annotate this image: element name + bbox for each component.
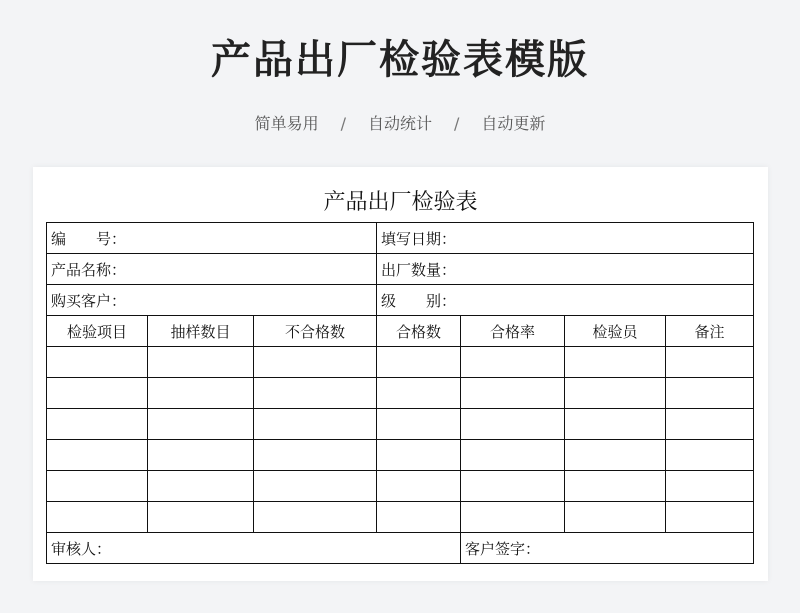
serial-no-field[interactable]: 编 号：	[47, 223, 377, 254]
table-cell[interactable]	[254, 378, 377, 409]
table-row	[47, 409, 754, 440]
page-title: 产品出厂检验表模版	[211, 37, 589, 83]
table-cell[interactable]	[666, 409, 754, 440]
tag-auto-stats: 自动统计	[367, 114, 432, 133]
table-row	[47, 471, 754, 502]
customer-signature-field[interactable]: 客户签字：	[461, 533, 754, 564]
table-cell[interactable]	[666, 440, 754, 471]
col-header: 不合格数	[254, 316, 377, 347]
info-row	[47, 223, 754, 254]
table-cell[interactable]	[461, 378, 565, 409]
tag-auto-update: 自动更新	[481, 114, 546, 133]
col-header: 检验员	[565, 316, 666, 347]
table-cell[interactable]	[461, 347, 565, 378]
table-cell[interactable]	[666, 502, 754, 533]
table-cell[interactable]	[148, 347, 254, 378]
table-cell[interactable]	[377, 347, 461, 378]
tag-separator: /	[340, 114, 346, 133]
col-header: 抽样数目	[148, 316, 254, 347]
table-cell[interactable]	[565, 378, 666, 409]
table-cell[interactable]	[565, 440, 666, 471]
table-cell[interactable]	[666, 471, 754, 502]
col-header: 检验项目	[47, 316, 148, 347]
table-row	[47, 378, 754, 409]
table-cell[interactable]	[377, 440, 461, 471]
table-row	[47, 440, 754, 471]
table-row	[47, 347, 754, 378]
table-cell[interactable]	[47, 409, 148, 440]
table-cell[interactable]	[47, 440, 148, 471]
tag-separator: /	[454, 114, 460, 133]
table-cell[interactable]	[47, 502, 148, 533]
table-cell[interactable]	[254, 409, 377, 440]
table-cell[interactable]	[254, 347, 377, 378]
table-cell[interactable]	[666, 378, 754, 409]
table-cell[interactable]	[47, 471, 148, 502]
form-title: 产品出厂检验表	[323, 190, 478, 215]
table-cell[interactable]	[148, 378, 254, 409]
reviewer-field[interactable]: 审核人：	[47, 533, 461, 564]
col-header: 合格数	[377, 316, 461, 347]
table-cell[interactable]	[148, 502, 254, 533]
customer-field[interactable]: 购买客户：	[47, 285, 377, 316]
table-cell[interactable]	[148, 440, 254, 471]
info-row	[47, 285, 754, 316]
table-cell[interactable]	[148, 409, 254, 440]
table-cell[interactable]	[565, 409, 666, 440]
table-cell[interactable]	[565, 502, 666, 533]
fill-date-field[interactable]: 填写日期：	[377, 223, 754, 254]
form-sheet	[33, 167, 768, 581]
table-row	[47, 502, 754, 533]
table-cell[interactable]	[47, 347, 148, 378]
table-cell[interactable]	[565, 471, 666, 502]
tagline	[0, 112, 800, 136]
table-cell[interactable]	[254, 502, 377, 533]
info-row	[47, 254, 754, 285]
table-cell[interactable]	[565, 347, 666, 378]
tag-easy: 简单易用	[254, 114, 319, 133]
table-cell[interactable]	[148, 471, 254, 502]
table-cell[interactable]	[461, 409, 565, 440]
table-cell[interactable]	[461, 502, 565, 533]
table-cell[interactable]	[254, 471, 377, 502]
table-cell[interactable]	[377, 502, 461, 533]
table-cell[interactable]	[666, 347, 754, 378]
table-cell[interactable]	[461, 440, 565, 471]
table-cell[interactable]	[377, 471, 461, 502]
table-cell[interactable]	[377, 409, 461, 440]
col-header: 备注	[666, 316, 754, 347]
col-header: 合格率	[461, 316, 565, 347]
product-name-field[interactable]: 产品名称：	[47, 254, 377, 285]
grade-field[interactable]: 级 别：	[377, 285, 754, 316]
quantity-field[interactable]: 出厂数量：	[377, 254, 754, 285]
table-cell[interactable]	[377, 378, 461, 409]
column-header-row	[47, 316, 754, 347]
table-cell[interactable]	[254, 440, 377, 471]
table-cell[interactable]	[461, 471, 565, 502]
footer-row	[47, 533, 754, 564]
table-cell[interactable]	[47, 378, 148, 409]
inspection-table	[46, 222, 754, 564]
